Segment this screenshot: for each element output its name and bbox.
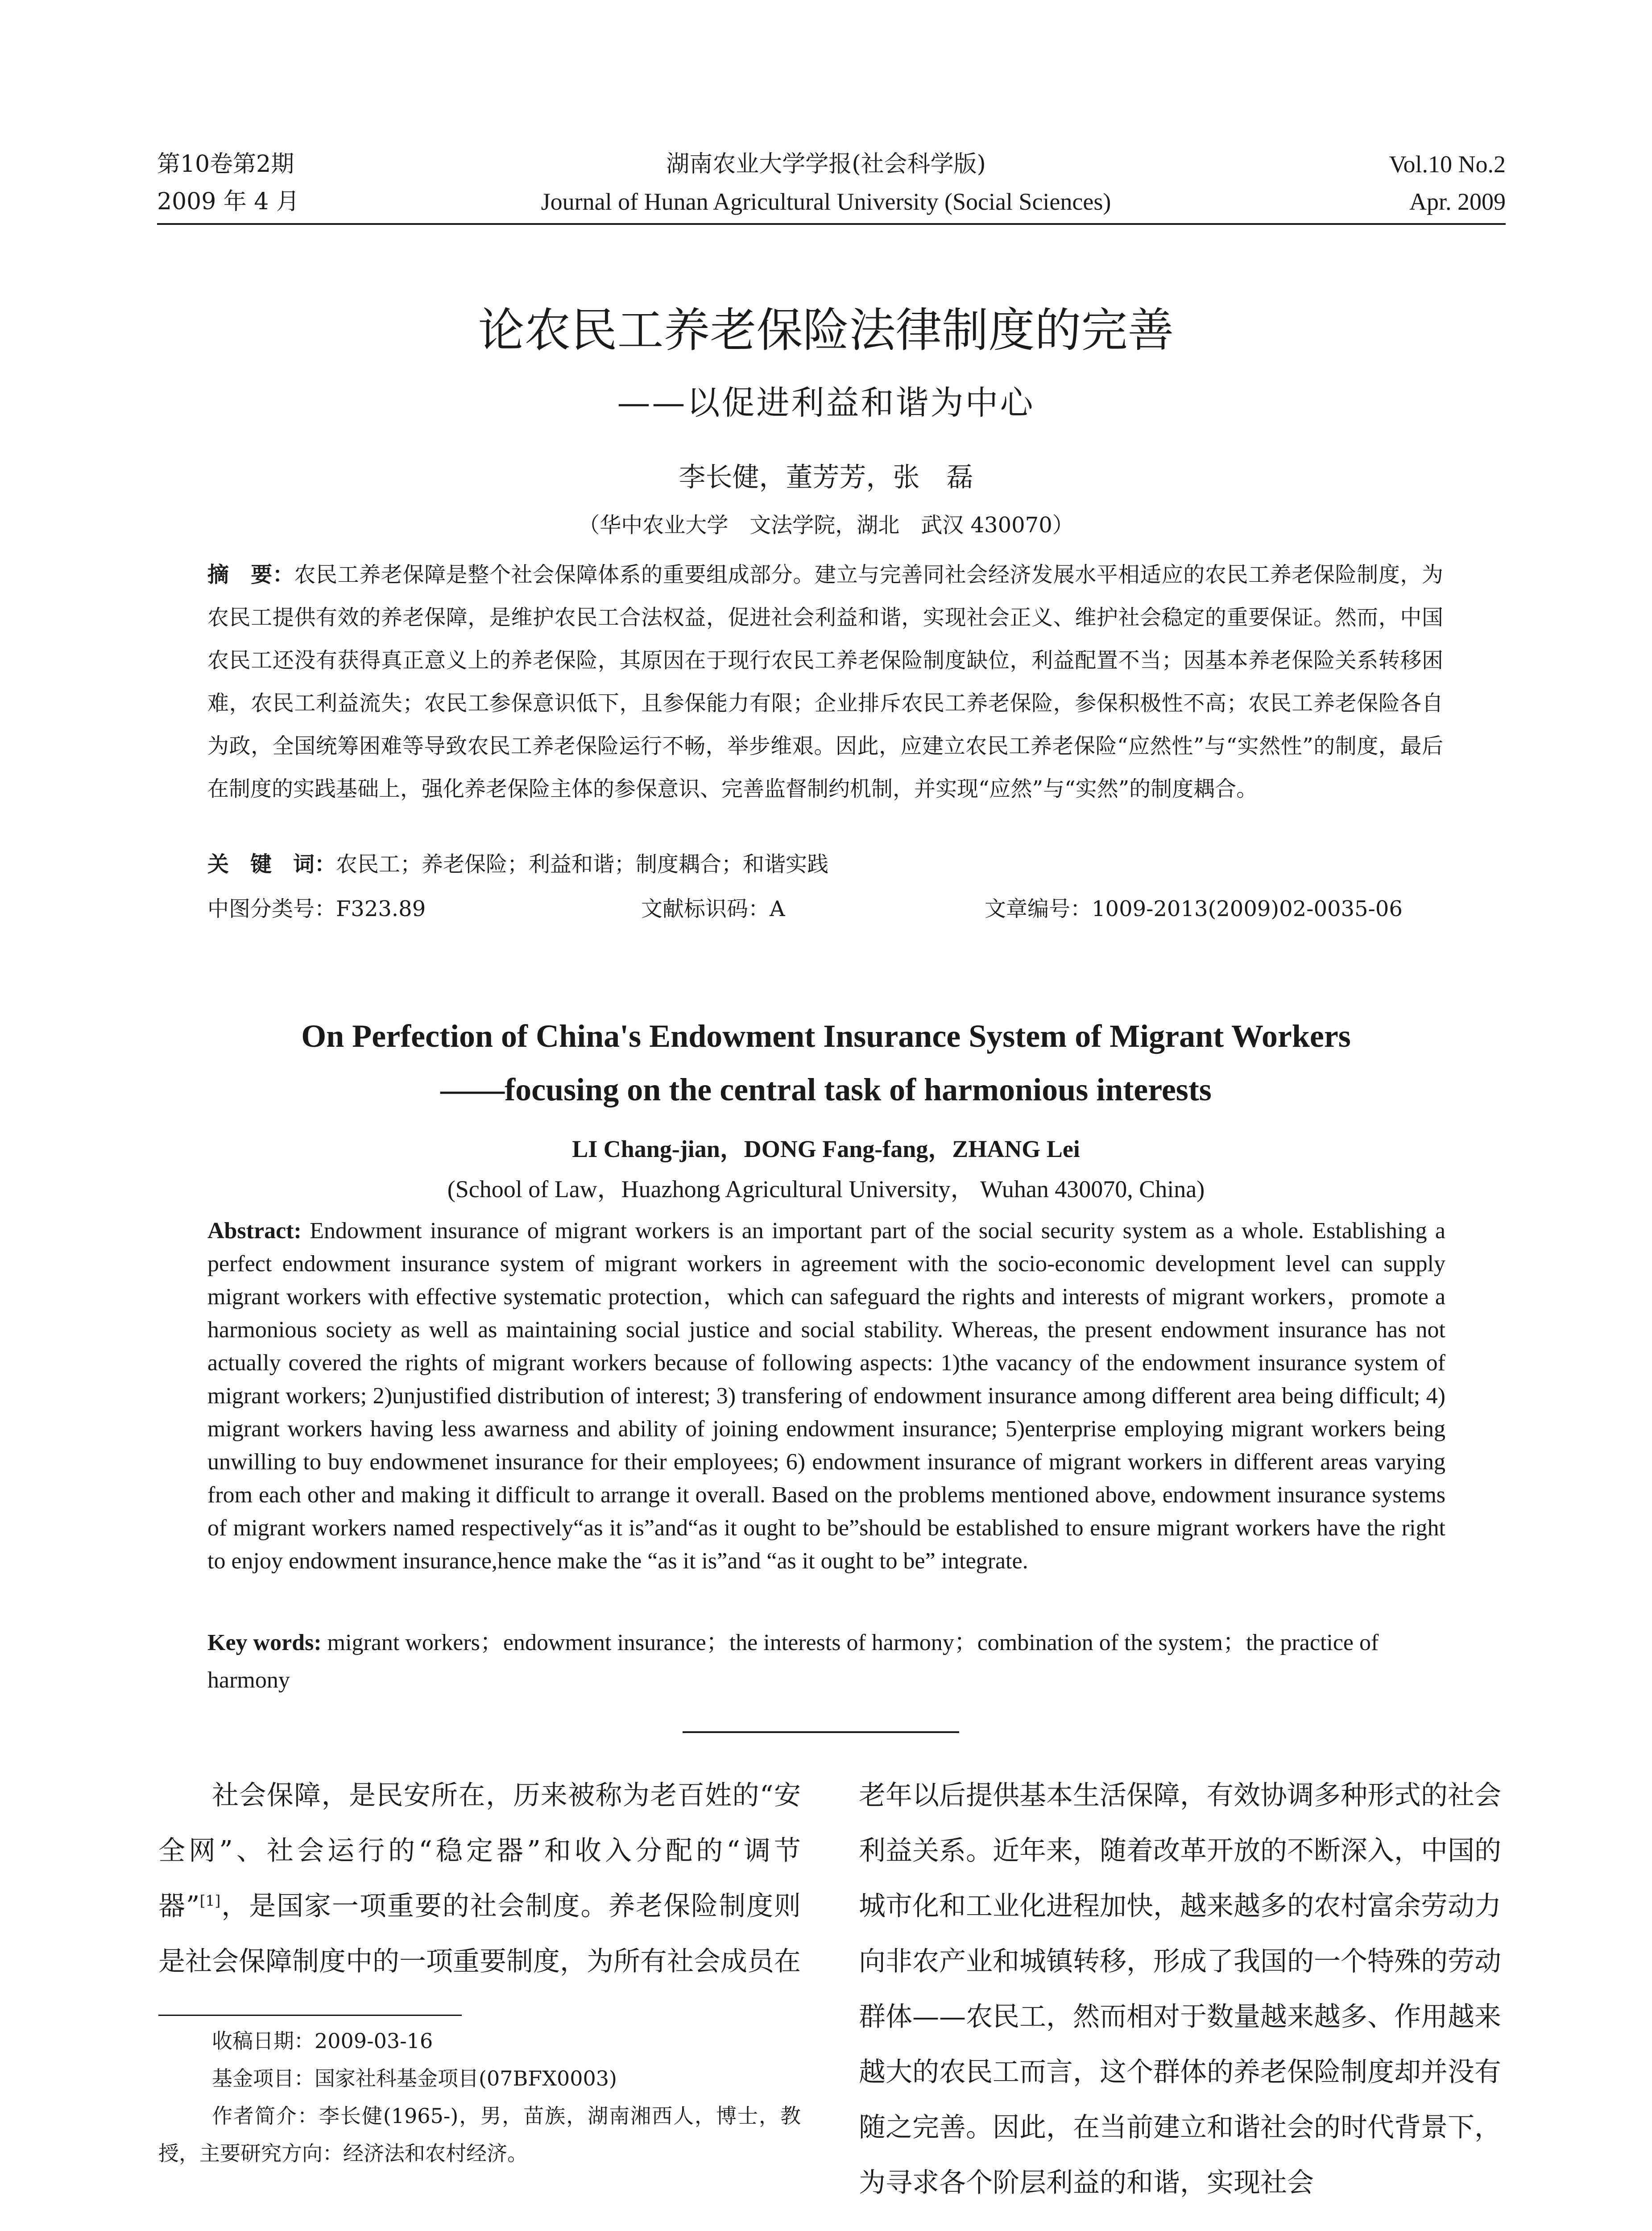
authors-en: LI Chang-jian，DONG Fang-fang，ZHANG Lei	[572, 1136, 1080, 1162]
affiliation-cn: （华中农业大学 文法学院，湖北 武汉 430070）	[578, 513, 1074, 538]
footnote-received: 收稿日期：2009-03-16	[212, 2029, 433, 2053]
abstract-en	[207, 1215, 1445, 1578]
citation-ref: [1]	[199, 1892, 221, 1909]
header-journal-en: Journal of Hunan Agricultural University (Social Sciences)	[541, 188, 1111, 215]
abstract-cn-text: 农民工养老保障是整个社会保障体系的重要组成部分。建立与完善同社会经济发展水平相适应的农民工养老保险制度，为农民工提供有效的养老保障，是维护农民工合法权益，促进社会利益和谐，实现社会正义、维护社会稳定的重要保证。然而，中国农民工还没有获得真正意义上的养老保险，其原因在于现行农民工养老保险制度缺位，利益配置不当；因基本养老保险关系转移困难，农民工利益流失；农民工参保意识低下，且参保能力有限；企业排斥农民工养老保险，参保积极性不高；农民工养老保险各自为政，全国统筹困难等导致农民工养老保险运行不畅，举步维艰。因此，应建立农民工养老保险“应然性”与“实然性”的制度，最后在制度的实践基础上，强化养老保险主体的参保意识、完善监督制约机制，并实现“应然”与“实然”的制度耦合。	[207, 562, 1443, 801]
body-left-column	[158, 1768, 801, 1989]
keywords-cn-text: 农民工；养老保险；利益和谐；制度耦合；和谐实践	[336, 852, 829, 877]
footnote-fund: 基金项目：国家社科基金项目(07BFX0003)	[212, 2066, 617, 2090]
abstract-en-label: Abstract:	[207, 1218, 302, 1244]
header-rule	[157, 223, 1506, 225]
abstract-en-text: Endowment insurance of migrant workers is an important part of the social security system as a whole. Establishing a perfect endowment insurance system of migrant workers in agreement with the socio-economic development level can supply migrant workers with effective systematic protection，which can safeguard the rights and interests of migrant workers，promote a harmonious society as well as maintaining social justice and social stability. Whereas, the present endowment insurance has not actually covered the rights of migrant workers because of following aspects: 1)the vacancy of the endowment insurance system of migrant workers; 2)unjustified distribution of interest; 3) transfering of endowment insurance among different area being difficult; 4) migrant workers having less awarness and ability of joining endowment insurance; 5)enterprise employing migrant workers being unwilling to buy endowmenet insurance for their employees; 6) endowment insurance of migrant workers in different areas varying from each other and making it difficult to arrange it overall. Based on the problems mentioned above, endowment insurance systems of migrant workers named respectively“as it is”and“as it ought to be”should be established to ensure migrant workers have the right to enjoy endowment insurance,hence make the “as it is”and “as it ought to be” integrate.	[207, 1218, 1445, 1574]
header-volume-cn: 第10卷第2期	[157, 151, 294, 178]
subtitle-en: ——focusing on the central task of harmonious interests	[440, 1072, 1212, 1107]
header-date-cn: 2009 年 4 月	[157, 188, 300, 215]
header-volume-en: Vol.10 No.2	[1389, 151, 1506, 178]
keywords-en-text: migrant workers；endowment insurance；the interests of harmony；combination of the system；the practice of harmony	[207, 1630, 1379, 1693]
abstract-cn	[207, 553, 1443, 810]
doc-code: 文献标识码：A	[641, 896, 785, 921]
authors-cn: 李长健，董芳芳，张 磊	[679, 462, 973, 493]
keywords-cn-label: 关 键 词：	[207, 852, 336, 877]
title-cn: 论农民工养老保险法律制度的完善	[478, 303, 1174, 357]
body-left-text-2: ，是国家一项重要的社会制度。养老保险制度则是社会保障制度中的一项重要制度，为所有社会成员在	[158, 1891, 801, 1977]
section-separator	[683, 1731, 959, 1733]
keywords-en	[207, 1624, 1445, 1699]
title-en: On Perfection of China's Endowment Insurance System of Migrant Workers	[301, 1018, 1351, 1054]
affiliation-en: (School of Law，Huazhong Agricultural University， Wuhan 430070, China)	[447, 1176, 1205, 1203]
body-left-text-1: 社会保障，是民安所在，历来被称为老百姓的“安全网”、社会运行的“稳定器”和收入分配的“调节器”	[158, 1780, 801, 1922]
body-right-column: 老年以后提供基本生活保障，有效协调多种形式的社会利益关系。近年来，随着改革开放的不断深入，中国的城市化和工业化进程加快，越来越多的农村富余劳动力向非农产业和城镇转移，形成了我国的一个特殊的劳动群体——农民工，然而相对于数量越来越多、作用越来越大的农民工而言，这个群体的养老保险制度却并没有随之完善。因此，在当前建立和谐社会的时代背景下，为寻求各个阶层利益的和谐，实现社会	[859, 1780, 1501, 2198]
clc-number: 中图分类号：F323.89	[207, 896, 426, 921]
subtitle-cn: ——以促进利益和谐为中心	[617, 384, 1035, 422]
article-number: 文章编号：1009-2013(2009)02-0035-06	[985, 896, 1403, 921]
keywords-en-label: Key words:	[207, 1630, 322, 1655]
keywords-cn	[207, 850, 1443, 879]
abstract-cn-label: 摘 要：	[207, 562, 294, 587]
header-date-en: Apr. 2009	[1409, 188, 1506, 215]
footnote-author-bio: 作者简介：李长健(1965-)，男，苗族，湖南湘西人，博士，教授，主要研究方向：经济法和农村经济。	[158, 2104, 801, 2165]
header-journal-cn: 湖南农业大学学报(社会科学版)	[666, 151, 986, 178]
footnote-rule	[158, 2015, 462, 2016]
